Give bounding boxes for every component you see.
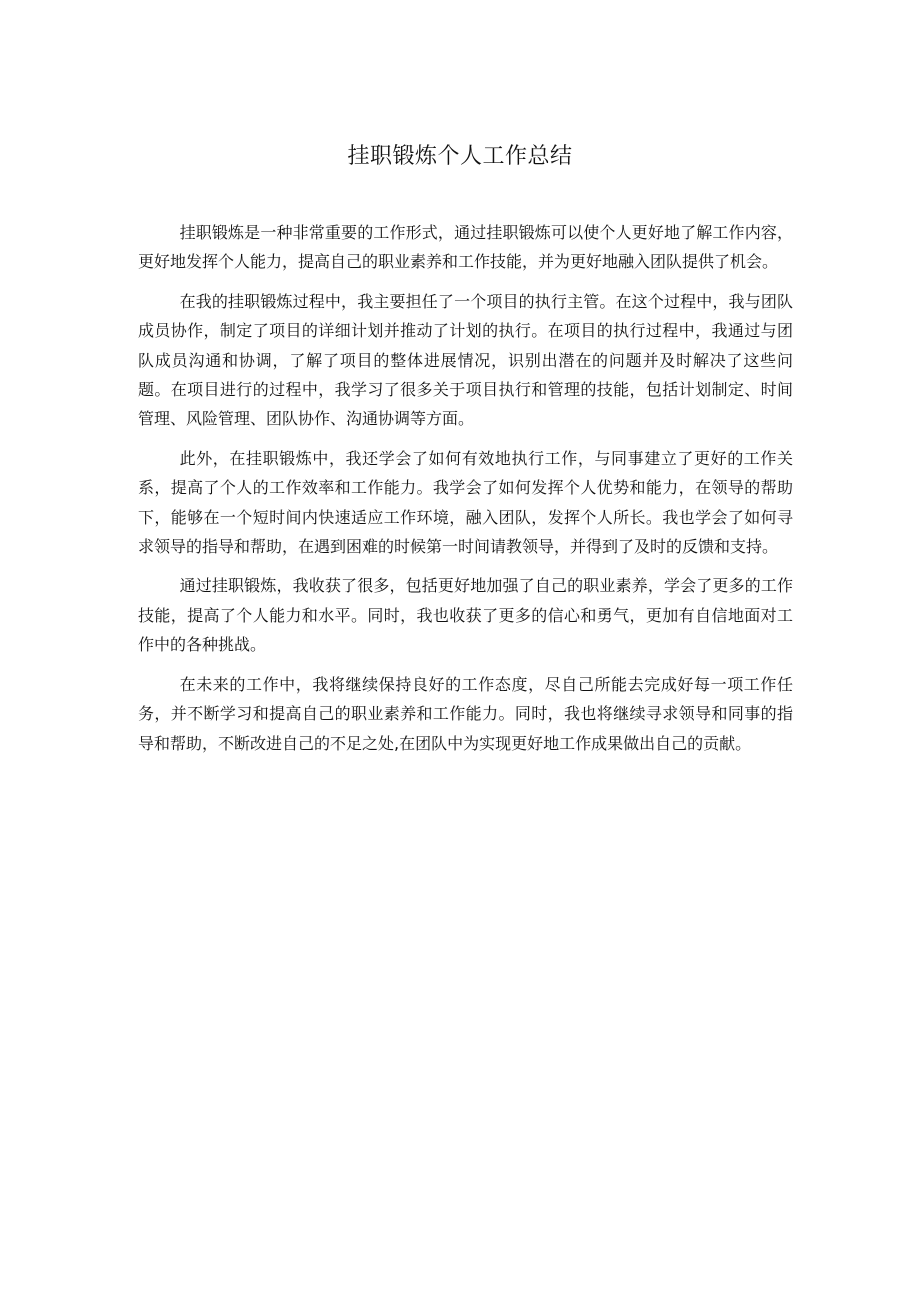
document-body bbox=[138, 218, 793, 768]
paragraph-1: 挂职锻炼是一种非常重要的工作形式，通过挂职锻炼可以使个人更好地了解工作内容，更好地发挥个人能力，提高自己的职业素养和工作技能，并为更好地融入团队提供了机会。 bbox=[138, 223, 793, 272]
paragraph-4: 通过挂职锻炼，我收获了很多，包括更好地加强了自己的职业素养，学会了更多的工作技能，提高了个人能力和水平。同时，我也收获了更多的信心和勇气，更加有自信地面对工作中的各种挑战。 bbox=[138, 576, 793, 655]
document-title: 挂职锻炼个人工作总结 bbox=[347, 144, 573, 169]
paragraph-3: 此外，在挂职锻炼中，我还学会了如何有效地执行工作，与同事建立了更好的工作关系，提高了个人的工作效率和工作能力。我学会了如何发挥个人优势和能力，在领导的帮助下，能够在一个短时间内快速适应工作环境，融入团队，发挥个人所长。我也学会了如何寻求领导的指导和帮助，在遇到困难的时候第一时间请教领导，并得到了及时的反馈和支持。 bbox=[138, 448, 793, 557]
paragraph-2: 在我的挂职锻炼过程中，我主要担任了一个项目的执行主管。在这个过程中，我与团队成员协作，制定了项目的详细计划并推动了计划的执行。在项目的执行过程中，我通过与团队成员沟通和协调，了解了项目的整体进展情况，识别出潜在的问题并及时解决了这些问题。在项目进行的过程中，我学习了很多关于项目执行和管理的技能，包括计划制定、时间管理、风险管理、团队协作、沟通协调等方面。 bbox=[138, 291, 793, 429]
paragraph-5: 在未来的工作中，我将继续保持良好的工作态度，尽自己所能去完成好每一项工作任务，并不断学习和提高自己的职业素养和工作能力。同时，我也将继续寻求领导和同事的指导和帮助，不断改进自己的不足之处,在团队中为实现更好地工作成果做出自己的贡献。 bbox=[138, 674, 793, 753]
